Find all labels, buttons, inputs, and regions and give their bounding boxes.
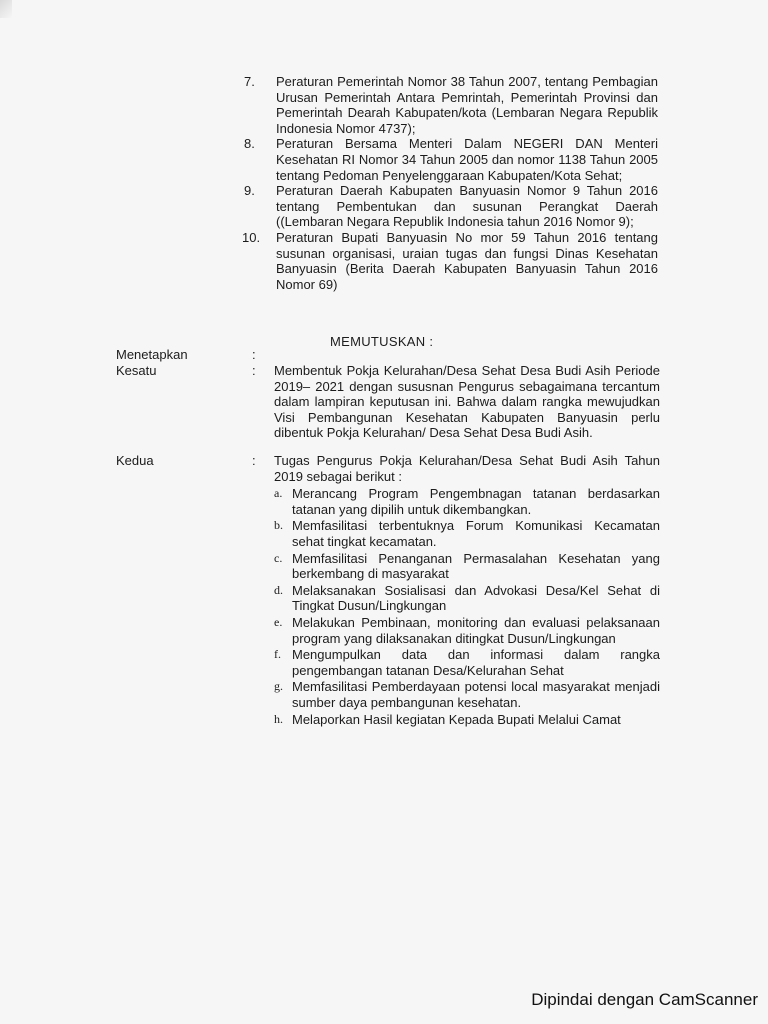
- item-text: Peraturan Daerah Kabupaten Banyuasin Nomor 9 Tahun 2016 tentang Pembentukan dan susunan Perangkat Daerah ((Lembaran Negara Republik Indonesia tahun 2016 Nomor 9);: [276, 183, 658, 230]
- item-number: 9.: [244, 183, 255, 199]
- list-letter: f.: [274, 647, 281, 662]
- list-text: Melaksanakan Sosialisasi dan Advokasi Desa/Kel Sehat di Tingkat Dusun/Lingkungan: [292, 582, 660, 614]
- list-letter: e.: [274, 614, 283, 629]
- colon: :: [252, 347, 256, 362]
- considerans-item-10: [244, 230, 658, 292]
- list-item: [274, 551, 660, 582]
- list-letter: g.: [274, 679, 283, 694]
- item-text: Peraturan Bupati Banyuasin No mor 59 Tahun 2016 tentang susunan organisasi, uraian tugas dan fungsi Dinas Kesehatan Banyuasin (Berita Daerah Kabupaten Banyuasin Tahun 2016 Nomor 69): [276, 229, 658, 292]
- scan-corner-shadow: [0, 0, 12, 18]
- list-letter: a.: [274, 486, 283, 501]
- list-letter: b.: [274, 518, 283, 533]
- list-letter: c.: [274, 550, 283, 565]
- memutuskan-heading: MEMUTUSKAN :: [330, 334, 434, 349]
- colon: :: [252, 453, 256, 468]
- considerans-item-7: [244, 74, 658, 136]
- list-text: Melakukan Pembinaan, monitoring dan evaluasi pelaksanaan program yang dilaksanakan ditingkat Dusun/Lingkungan: [292, 614, 660, 646]
- kesatu-label: Kesatu: [116, 363, 157, 378]
- list-item: [274, 679, 660, 710]
- item-number: 10.: [242, 229, 261, 245]
- list-item: [274, 486, 660, 517]
- kedua-label: Kedua: [116, 453, 154, 468]
- menetapkan-label: Menetapkan: [116, 347, 188, 362]
- list-text: Memfasilitasi terbentuknya Forum Komunikasi Kecamatan sehat tingkat kecamatan.: [292, 518, 660, 549]
- diktum-menetapkan: [116, 347, 660, 363]
- item-number: 8.: [244, 136, 255, 152]
- list-letter: d.: [274, 582, 283, 597]
- kedua-intro-text: Tugas Pengurus Pokja Kelurahan/Desa Sehat Budi Asih Tahun 2019 sebagai berikut :: [274, 453, 660, 484]
- diktum-kedua: [116, 453, 660, 728]
- item-text: Peraturan Pemerintah Nomor 38 Tahun 2007, tentang Pembagian Urusan Pemerintah Antara Pemrintah, Pemerintah Provinsi dan Pemerintah Dearah Kabupaten/kota (Lembaran Negara Republik Indonesia Nomor 4737);: [276, 74, 658, 136]
- list-letter: h.: [274, 711, 283, 726]
- diktum-kesatu: [116, 363, 660, 441]
- list-text: Memfasilitasi Pemberdayaan potensi local masyarakat menjadi sumber daya pembangunan kesehatan.: [292, 679, 660, 710]
- item-text: Peraturan Bersama Menteri Dalam NEGERI DAN Menteri Kesehatan RI Nomor 34 Tahun 2005 dan nomor 1138 Tahun 2005 tentang Pedoman Penyelenggaraan Kabupaten/Kota Sehat;: [276, 136, 658, 183]
- list-item: [274, 583, 660, 614]
- list-text: Merancang Program Pengembnagan tatanan berdasarkan tatanan yang dipilih untuk dikembangkan.: [292, 486, 660, 517]
- list-text: Memfasilitasi Penanganan Permasalahan Kesehatan yang berkembang di masyarakat: [292, 550, 660, 582]
- camscanner-watermark: Dipindai dengan CamScanner: [531, 990, 758, 1009]
- list-text: Melaporkan Hasil kegiatan Kepada Bupati Melalui Camat: [292, 711, 621, 727]
- task-list: [274, 486, 660, 727]
- list-item: [274, 712, 660, 728]
- list-item: [274, 615, 660, 646]
- list-item: [274, 518, 660, 549]
- considerans-item-8: [244, 136, 658, 183]
- considerans-list: [244, 74, 658, 292]
- colon: :: [252, 363, 256, 378]
- considerans-item-9: [244, 183, 658, 230]
- list-item: [274, 647, 660, 678]
- item-number: 7.: [244, 74, 255, 89]
- kesatu-text: Membentuk Pokja Kelurahan/Desa Sehat Desa Budi Asih Periode 2019– 2021 dengan sususnan Pengurus sebagaimana tercantum dalam lampiran keputusan ini. Bahwa dalam rangka mewujudkan Visi Pembangunan Kesehatan Kabupaten Banyuasin perlu dibentuk Pokja Kelurahan/ Desa Sehat Desa Budi Asih.: [274, 363, 660, 441]
- list-text: Mengumpulkan data dan informasi dalam rangka pengembangan tatanan Desa/Kelurahan Sehat: [292, 647, 660, 678]
